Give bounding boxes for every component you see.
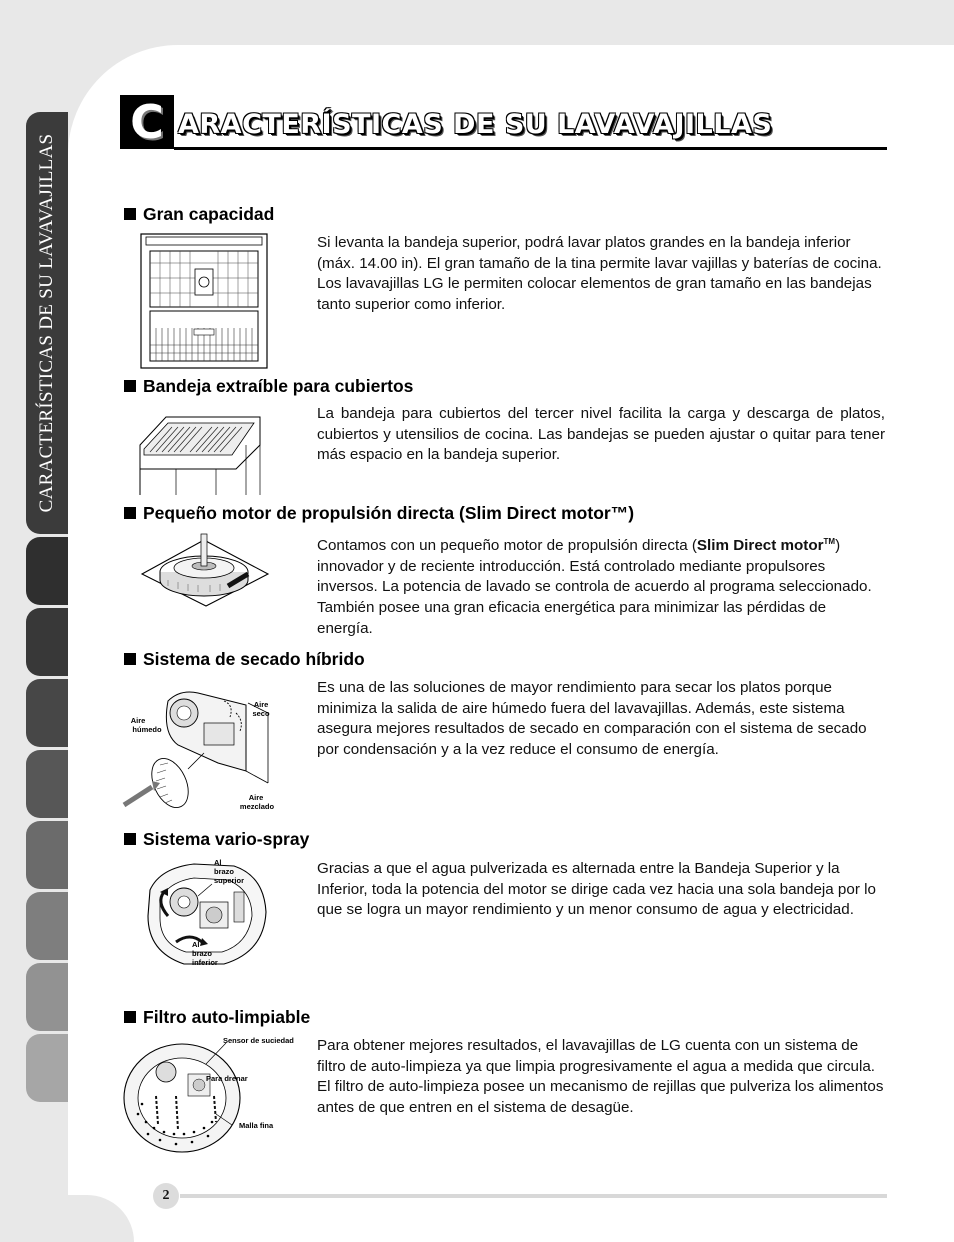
label-drain: Para drenar — [206, 1074, 248, 1083]
section-text-vario-spray: Gracias a que el agua pulverizada es alternada entre la Bandeja Superior y la Inferior, toda la potencia del motor se dirige cada vez hacia una sola bandeja por lo que se logra un mayor rendimiento y un menor consumo de agua y electricidad. — [317, 860, 876, 919]
section-text-capacity: Si levanta la bandeja superior, podrá lavar platos grandes en la bandeja inferior (máx. 14.00 in). El gran tamaño de la tina permite lavar vajillas y baterías de cocina. Los lavavajillas LG le permiten colocar elementos de gran tamaño en las bandejas tanto superior como inferior. — [317, 234, 882, 314]
section-text-cutlery-tray: La bandeja para cubiertos del tercer nivel facilita la carga y descarga de platos, cubiertos y utensilios de cocina. Las bandejas se pueden ajustar o quitar para tener más espacio en la bandeja superior. — [317, 405, 885, 464]
section-text-slim-motor: Contamos con un pequeño motor de propulsión directa (Slim Direct motor™) innovador y de reciente introducción. Está controlado mediante propulsores inversos. La potencia de lavado se controla de acuerdo al programa seleccionado. También posee una gran eficacia energética para minimizar las pérdidas de energía. — [317, 537, 872, 637]
cutlery-tray-illustration — [136, 405, 268, 495]
vario-spray-illustration — [138, 856, 272, 972]
side-tab-9[interactable] — [26, 1034, 68, 1102]
side-tab-3[interactable] — [26, 608, 68, 676]
page-number: 2 — [153, 1183, 179, 1209]
side-tab-7[interactable] — [26, 892, 68, 960]
section-text-hybrid-drying: Es una de las soluciones de mayor rendimiento para secar los platos porque minimiza la salida de aire húmedo fuera del lavavajillas. Además, este sistema asegura mejores resultados de secado en comparación con el sistema de secado por condensación y a la vez reduce el consumo de energía. — [317, 679, 867, 759]
slim-direct-motor-illustration — [138, 530, 272, 608]
section-heading-capacity: Gran capacidad — [124, 204, 274, 225]
section-heading-hybrid-drying: Sistema de secado híbrido — [124, 649, 365, 670]
side-tab-2[interactable] — [26, 537, 68, 605]
label-dry-air-2: seco — [252, 709, 270, 718]
label-upper-arm: Al — [214, 858, 222, 867]
label-dirt-sensor: Sensor de suciedad — [223, 1036, 294, 1045]
side-tab-features[interactable] — [26, 112, 68, 534]
title-underline — [174, 147, 887, 150]
footer-rule — [180, 1194, 887, 1198]
label-wet-air: Aire — [130, 716, 146, 725]
label-wet-air-2: húmedo — [132, 725, 162, 734]
section-heading-self-clean-filter: Filtro auto-limpiable — [124, 1007, 310, 1028]
label-mixed-air: Aire — [248, 793, 264, 802]
side-tab-8[interactable] — [26, 963, 68, 1031]
section-heading-cutlery-tray: Bandeja extraíble para cubiertos — [124, 376, 413, 397]
section-text-self-clean-filter: Para obtener mejores resultados, el lavavajillas de LG cuenta con un sistema de filtro de auto-limpieza ya que limpia progresivamente el agua a medida que circula. El filtro de auto-limpieza posee un mecanismo de rejillas que pulveriza los alimentos antes de que entren en el sistema de desagüe. — [317, 1037, 884, 1117]
label-lower-arm-2: brazo — [192, 949, 213, 958]
section-heading-vario-spray: Sistema vario-spray — [124, 829, 309, 850]
label-lower-arm-3: inferior — [192, 958, 218, 967]
bullet-square-icon — [124, 380, 136, 392]
bullet-square-icon — [124, 653, 136, 665]
self-cleaning-filter-illustration — [118, 1034, 308, 1158]
side-tab-6[interactable] — [26, 821, 68, 889]
title-initial: C — [130, 95, 164, 149]
label-mixed-air-2: mezclado — [239, 802, 275, 811]
label-lower-arm: Al — [192, 940, 200, 949]
bullet-square-icon — [124, 507, 136, 519]
hybrid-drying-illustration — [118, 683, 278, 813]
bullet-square-icon — [124, 1011, 136, 1023]
label-dry-air: Aire — [253, 700, 269, 709]
bullet-square-icon — [124, 208, 136, 220]
label-upper-arm-3: superior — [214, 876, 245, 885]
side-tab-5[interactable] — [26, 750, 68, 818]
title-text: ARACTERÍSTICAS DE SU LAVAVAJILLAS — [178, 109, 773, 140]
side-tab-4[interactable] — [26, 679, 68, 747]
bullet-square-icon — [124, 833, 136, 845]
label-fine-mesh: Malla fina — [239, 1121, 274, 1130]
dishwasher-racks-illustration — [140, 233, 268, 369]
section-heading-slim-motor: Pequeño motor de propulsión directa (Slim Direct motor™) — [124, 503, 634, 524]
label-upper-arm-2: brazo — [214, 867, 235, 876]
page-title — [120, 95, 887, 151]
side-tab-label: CARACTERÍSTICAS DE SU LAVAVAJILLAS — [36, 133, 57, 513]
